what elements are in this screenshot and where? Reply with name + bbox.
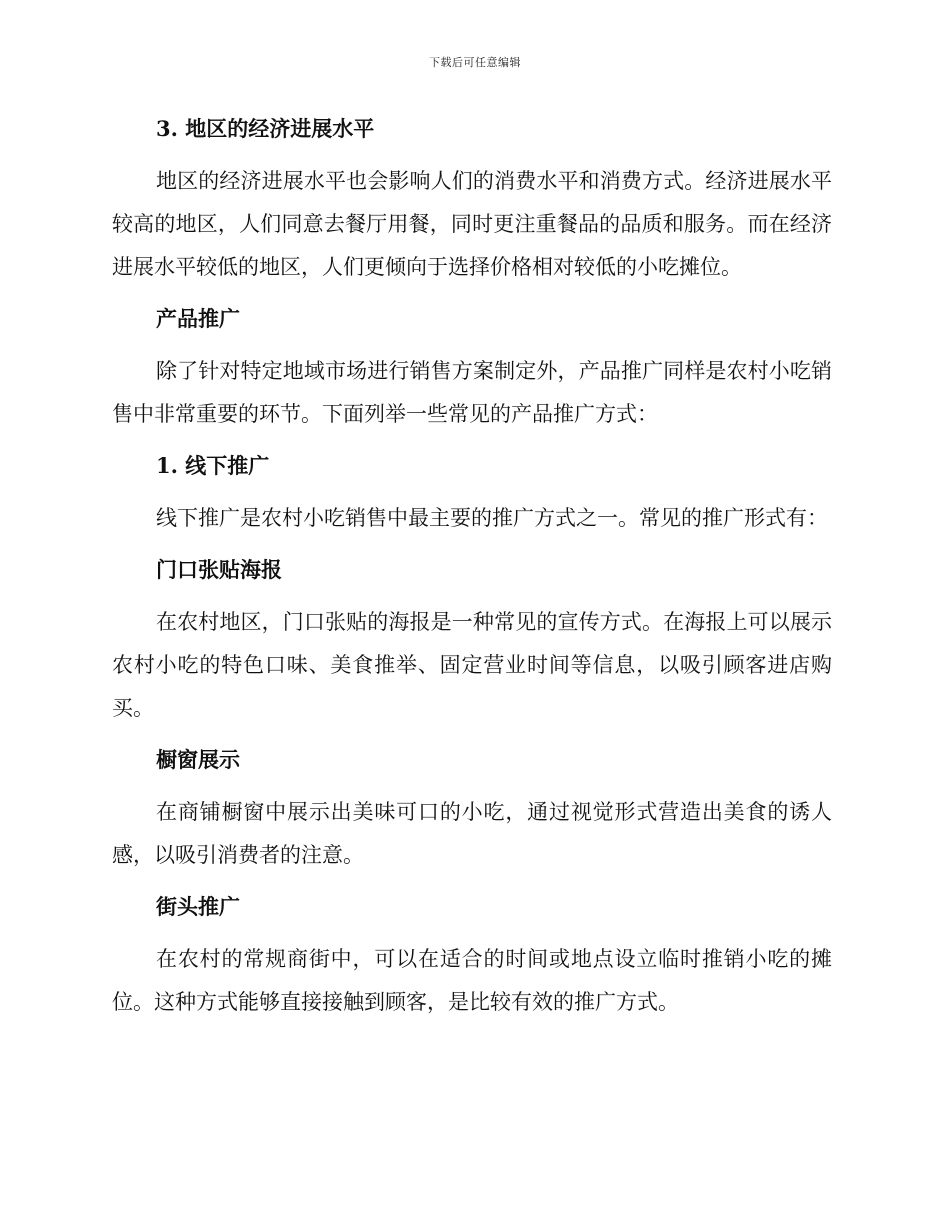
section-paragraph-economic-level: 地区的经济进展水平也会影响人们的消费水平和消费方式。经济进展水平较高的地区，人们同意去餐厅用餐，同时更注重餐品的品质和服务。而在经济进展水平较低的地区，人们更倾向于选择价格相对较低的小吃摊位。 — [112, 169, 832, 279]
section-heading-window-display: 橱窗展示 — [156, 747, 240, 772]
section-heading-economic-level: 3. 地区的经济进展水平 — [156, 116, 375, 141]
section-paragraph-street-promotion: 在农村的常规商街中，可以在适合的时间或地点设立临时推销小吃的摊位。这种方式能够直接接触到顾客，是比较有效的推广方式。 — [112, 947, 832, 1014]
section-paragraph-door-posters: 在农村地区，门口张贴的海报是一种常见的宣传方式。在海报上可以展示农村小吃的特色口味、美食推举、固定营业时间等信息，以吸引顾客进店购买。 — [112, 610, 832, 720]
section-heading-offline-promotion: 1. 线下推广 — [156, 453, 270, 478]
section-heading-door-posters: 门口张贴海报 — [156, 557, 282, 582]
section-paragraph-product-promotion: 除了针对特定地域市场进行销售方案制定外，产品推广同样是农村小吃销售中非常重要的环节。下面列举一些常见的产品推广方式： — [112, 359, 832, 426]
page-header: 下载后可任意编辑 — [429, 56, 521, 69]
section-paragraph-window-display: 在商铺橱窗中展示出美味可口的小吃，通过视觉形式营造出美食的诱人感，以吸引消费者的注意。 — [112, 800, 832, 867]
document-body — [112, 108, 832, 1024]
section-heading-product-promotion: 产品推广 — [156, 306, 240, 331]
section-paragraph-offline-promotion: 线下推广是农村小吃销售中最主要的推广方式之一。常见的推广形式有： — [156, 506, 828, 530]
section-heading-street-promotion: 街头推广 — [156, 894, 240, 919]
